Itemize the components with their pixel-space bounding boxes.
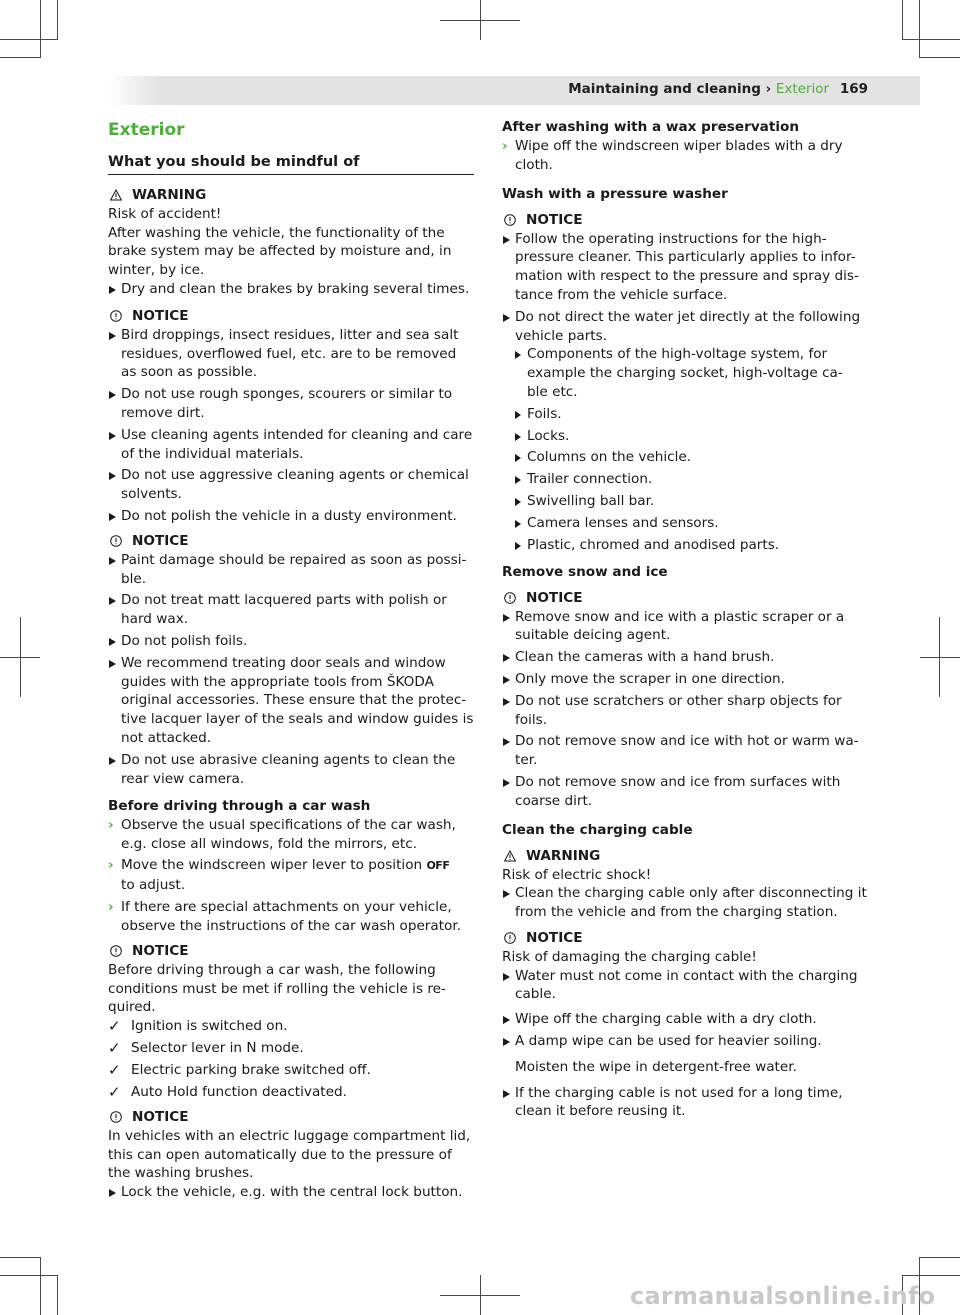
page-title: Exterior	[108, 120, 185, 140]
step-item: › Observe the usual specifications of the car wash, e.g. close all windows, fold the mirrors, etc.	[108, 816, 456, 852]
section-heading: After washing with a wax preservation	[502, 119, 800, 135]
notice-label: NOTICE	[132, 308, 189, 324]
chevron-right-icon: ›	[502, 137, 508, 154]
list-item: Do not polish the vehicle in a dusty environment.	[108, 507, 474, 526]
list-item: Do not remove snow and ice with hot or warm wa- ter.	[502, 732, 872, 770]
list-item: Do not use aggressive cleaning agents or chemical solvents.	[108, 466, 474, 504]
page-subtitle: What you should be mindful of	[108, 154, 474, 175]
list-item: Water must not come in contact with the charging cable.	[502, 967, 872, 1005]
step-item: › Wipe off the windscreen wiper blades with a dry cloth.	[502, 137, 843, 173]
checklist-item: ✓ Auto Hold function deactivated.	[108, 1082, 347, 1101]
list-item: Paint damage should be repaired as soon as possi- ble.	[108, 551, 474, 589]
list-item: Do not remove snow and ice from surfaces with coarse dirt.	[502, 773, 872, 811]
carwash-section	[108, 797, 474, 936]
page-number: 169	[839, 81, 868, 97]
list-item: Clean the cameras with a hand brush.	[502, 648, 872, 667]
info-icon	[110, 945, 122, 957]
notice-text: Risk of damaging the charging cable!	[502, 948, 757, 965]
chevron-right-icon: ›	[108, 898, 114, 915]
checklist-item: ✓ Electric parking brake switched off.	[108, 1060, 371, 1079]
list-item: A damp wipe can be used for heavier soiling.	[502, 1032, 872, 1051]
list-item: Do not use rough sponges, scourers or similar to remove dirt.	[108, 385, 474, 423]
notice-label: NOTICE	[526, 211, 583, 228]
list-item: Remove snow and ice with a plastic scraper or a suitable deicing agent.	[502, 608, 872, 646]
chapter-title: Maintaining and cleaning	[568, 81, 761, 97]
list-item: Do not use scratchers or other sharp objects for foils.	[502, 692, 872, 730]
warning-icon	[504, 850, 516, 862]
list-item: Do not treat matt lacquered parts with polish or hard wax.	[108, 591, 474, 629]
info-icon	[110, 535, 122, 547]
running-header	[110, 76, 920, 105]
sub-list-item: Camera lenses and sensors.	[502, 514, 872, 533]
checklist-item: ✓ Selector lever in N mode.	[108, 1038, 304, 1057]
step-item: › If there are special attachments on your vehicle, observe the instructions of the car wash operator.	[108, 898, 462, 934]
notice-text: Before driving through a car wash, the following	[108, 961, 436, 978]
cable-section	[502, 821, 872, 1121]
list-item: Use cleaning agents intended for cleaning and care of the individual materials.	[108, 426, 474, 464]
list-item: If the charging cable is not used for a long time, clean it before reusing it.	[502, 1084, 872, 1122]
sub-list-item: Components of the high-voltage system, for example the charging socket, high-voltage ca- ble etc.	[502, 345, 872, 401]
pressure-section	[502, 185, 872, 554]
notice-text: In vehicles with an electric luggage compartment lid,	[108, 1127, 471, 1144]
checkmark-icon: ✓	[108, 1060, 121, 1079]
info-icon	[504, 592, 516, 604]
warning-label: WARNING	[132, 187, 207, 203]
info-icon	[110, 1111, 122, 1123]
notice-label: NOTICE	[132, 533, 189, 549]
warning-text: After washing the vehicle, the functionality of the	[108, 224, 445, 241]
sub-list-item: Plastic, chromed and anodised parts.	[502, 536, 872, 555]
chevron-right-icon: ›	[108, 857, 114, 874]
section-title-breadcrumb: Exterior	[775, 81, 830, 97]
step-item: › Move the windscreen wiper lever to position OFF to adjust.	[108, 857, 450, 894]
sub-list-item: Foils.	[502, 405, 872, 424]
warning-icon	[110, 189, 122, 201]
notice-box-2	[108, 532, 474, 788]
warning-text: brake system may be affected by moisture and, in	[108, 243, 452, 260]
section-heading: Wash with a pressure washer	[502, 186, 728, 202]
warning-text: winter, by ice.	[108, 262, 205, 279]
notice-label: NOTICE	[132, 1109, 189, 1125]
info-icon	[504, 932, 516, 944]
info-icon	[504, 214, 516, 226]
warning-text: Risk of electric shock!	[502, 866, 652, 883]
notice-text: conditions must be met if rolling the vehicle is re-	[108, 980, 446, 997]
sub-list-item: Columns on the vehicle.	[502, 448, 872, 467]
sub-list-item: Locks.	[502, 427, 872, 446]
checkmark-icon: ✓	[108, 1038, 121, 1057]
list-item: Clean the charging cable only after disconnecting it from the vehicle and from the charging station.	[502, 884, 872, 922]
sub-list-item: Swivelling ball bar.	[502, 492, 872, 511]
section-heading: Remove snow and ice	[502, 564, 668, 580]
wax-section	[502, 118, 872, 174]
warning-label: WARNING	[526, 847, 601, 864]
list-item: Follow the operating instructions for the high- pressure cleaner. This particularly applies to infor- mation with respect to the pressure and spray dis- tance from the vehicle surface.	[502, 230, 872, 305]
list-item: We recommend treating door seals and window guides with the appropriate tools from ŠKODA original accessories. These ensure that the protec- tive lacquer layer of the seals and window guides is not attacked.	[108, 654, 474, 748]
notice-text: this can open automatically due to the pressure of	[108, 1146, 452, 1163]
list-item: Do not polish foils.	[108, 632, 474, 651]
breadcrumb-separator: ›	[765, 81, 772, 97]
watermark: carmanualsonline.info	[630, 1282, 936, 1310]
list-item: Wipe off the charging cable with a dry cloth.	[502, 1010, 872, 1029]
notice-text: quired.	[108, 999, 156, 1016]
list-item: Do not direct the water jet directly at the following vehicle parts.	[502, 308, 872, 346]
list-item: Dry and clean the brakes by braking several times.	[108, 280, 474, 299]
list-item: Lock the vehicle, e.g. with the central lock button.	[108, 1183, 474, 1202]
notice-box-3	[108, 942, 474, 1101]
warning-box-accident	[108, 186, 474, 299]
section-heading: Clean the charging cable	[502, 822, 693, 838]
section-heading: Before driving through a car wash	[108, 798, 371, 814]
list-item: Bird droppings, insect residues, litter and sea salt residues, overflowed fuel, etc. are to be removed as soon as possible.	[108, 326, 474, 382]
sub-list-item: Trailer connection.	[502, 470, 872, 489]
notice-box-4	[108, 1108, 474, 1202]
checkmark-icon: ✓	[108, 1017, 121, 1036]
checkmark-icon: ✓	[108, 1082, 121, 1101]
notice-box-1	[108, 307, 474, 526]
notice-text: the washing brushes.	[108, 1165, 254, 1182]
snow-section	[502, 563, 872, 811]
list-item: Do not use abrasive cleaning agents to clean the rear view camera.	[108, 751, 474, 789]
info-icon	[110, 310, 122, 322]
notice-label: NOTICE	[132, 943, 189, 959]
indented-text: Moisten the wipe in detergent-free water.	[515, 1058, 797, 1075]
list-item: Only move the scraper in one direction.	[502, 670, 872, 689]
warning-text: Risk of accident!	[108, 205, 222, 222]
notice-label: NOTICE	[526, 929, 583, 946]
checklist-item: ✓ Ignition is switched on.	[108, 1017, 288, 1036]
chevron-right-icon: ›	[108, 816, 114, 833]
off-symbol: OFF	[426, 859, 450, 873]
notice-label: NOTICE	[526, 589, 583, 606]
